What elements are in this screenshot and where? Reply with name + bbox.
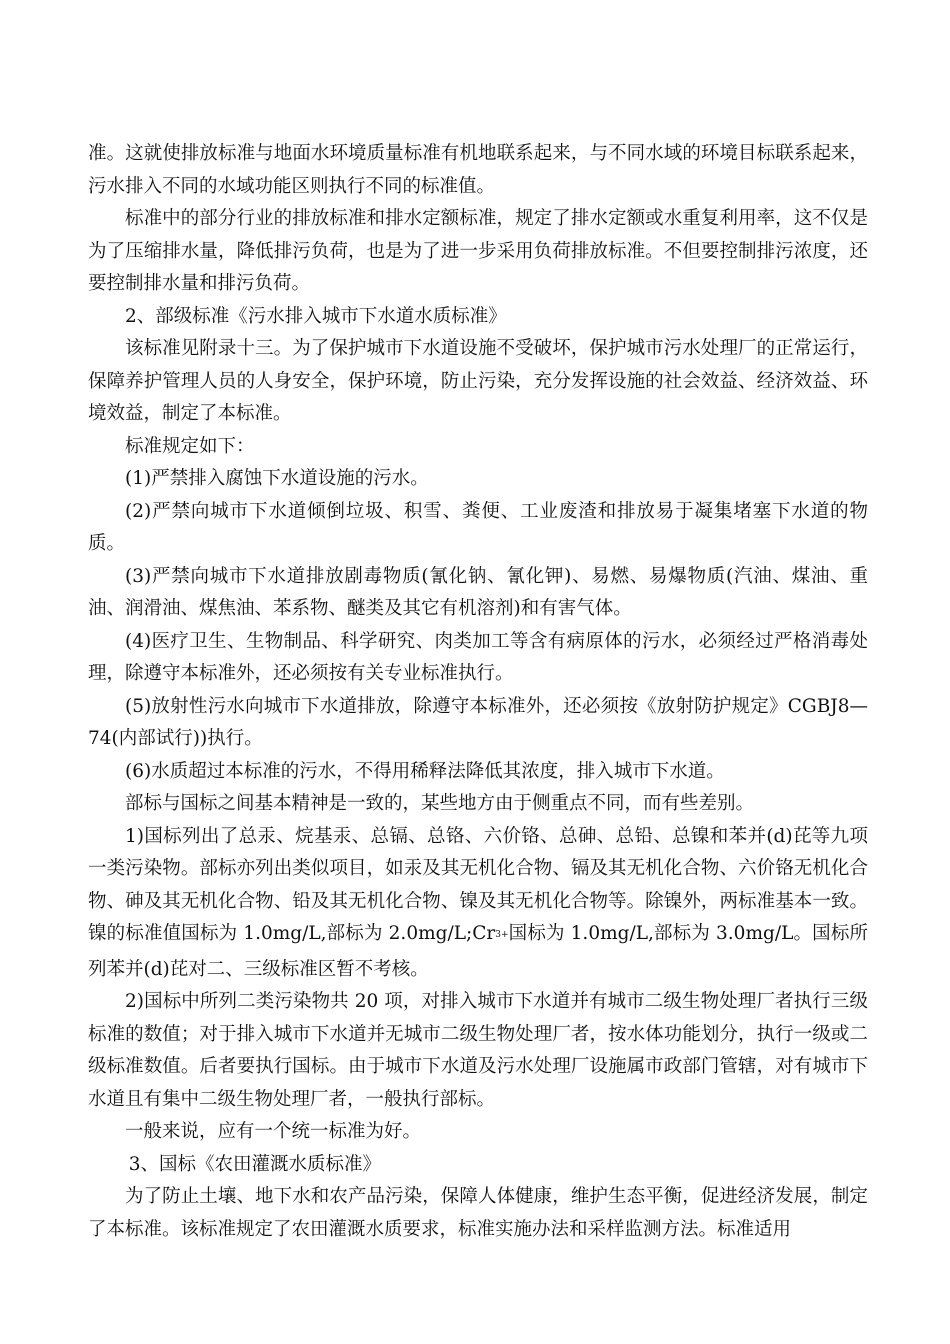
list-item-2: (2)严禁向城市下水道倾倒垃圾、积雪、粪便、工业废渣和排放易于凝集堵塞下水道的物质。 bbox=[88, 500, 868, 554]
list-item-1: (1)严禁排入腐蚀下水道设施的污水。 bbox=[125, 468, 429, 489]
chromium-superscript: 3+ bbox=[495, 930, 509, 940]
paragraph-appendix-13: 该标准见附录十三。为了保护城市下水道设施不受破坏，保护城市污水处理厂的正常运行，保障养护管理人员的人身安全，保护环境，防止污染，充分发挥设施的社会效益、经济效益、环境效益，制定了本标准。 bbox=[88, 338, 868, 424]
document-body bbox=[88, 138, 868, 1246]
paragraph-point-1 bbox=[88, 821, 868, 987]
section-heading-ministry-standard: 2、部级标准《污水排入城市下水道水质标准》 bbox=[125, 305, 507, 327]
paragraph-comparison: 部标与国标之间基本精神是一致的，某些地方由于侧重点不同，而有些差别。 bbox=[125, 793, 755, 814]
list-item-4: (4)医疗卫生、生物制品、科学研究、肉类加工等含有病原体的污水，必须经过严格消毒处理，除遵守本标准外，还必须按有关专业标准执行。 bbox=[88, 630, 868, 684]
list-item-6: (6)水质超过本标准的污水，不得用稀释法降低其浓度，排入城市下水道。 bbox=[125, 760, 725, 782]
paragraph-rules-intro: 标准规定如下： bbox=[125, 435, 255, 457]
section-heading-irrigation-standard: 3、国标《农田灌溉水质标准》 bbox=[128, 1153, 381, 1175]
list-item-5: (5)放射性污水向城市下水道排放，除遵守本标准外，还必须按《放射防护规定》CGBJ8—74(内部试行))执行。 bbox=[88, 695, 868, 749]
point-1-text-a: 1)国标列出了总汞、烷基汞、总镉、总铬、六价铬、总砷、总铅、总镍和苯并(d)芘等九项一类污染物。部标亦列出类似项目，如汞及其无机化合物、镉及其无机化合物、六价铬无机化合物、砷及其无机化合物、铅及其无机化合物、镍及其无机化合物等。除镍外，两标准基本一致。镍的标准值国标为 1.0mg/L,部标为 2.0mg/L;Cr bbox=[88, 825, 868, 944]
paragraph-point-2: 2)国标中所列二类污染物共 20 项，对排入城市下水道并有城市二级生物处理厂者执行三级标准的数值；对于排入城市下水道并无城市二级生物处理厂者，按水体功能划分，执行一级或二级标准数值。后者要执行国标。由于城市下水道及污水处理厂设施属市政部门管辖，对有城市下水道且有集中二级生物处理厂者，一般执行部标。 bbox=[88, 991, 868, 1110]
point-1-text-b: 国标为 1.0mg/L,部标为 3.0mg/L。国标所列苯并(d)芘对二、三级标准区暂不考核。 bbox=[88, 923, 868, 980]
paragraph-continuation: 准。这就使排放标准与地面水环境质量标准有机地联系起来，与不同水域的环境目标联系起来，污水排入不同的水域功能区则执行不同的标准值。 bbox=[88, 143, 868, 197]
paragraph-unified-standard: 一般来说，应有一个统一标准为好。 bbox=[125, 1121, 422, 1142]
list-item-3: (3)严禁向城市下水道排放剧毒物质(氰化钠、氰化钾)、易燃、易爆物质(汽油、煤油、重油、润滑油、煤焦油、苯系物、醚类及其它有机溶剂)和有害气体。 bbox=[88, 565, 868, 619]
paragraph-industry-standards: 标准中的部分行业的排放标准和排水定额标准，规定了排水定额或水重复利用率，这不仅是为了压缩排水量，降低排污负荷，也是为了进一步采用负荷排放标准。不但要控制排污浓度，还要控制排水量和排污负荷。 bbox=[88, 208, 868, 294]
paragraph-irrigation: 为了防止土壤、地下水和农产品污染，保障人体健康，维护生态平衡，促进经济发展，制定了本标准。该标准规定了农田灌溉水质要求，标准实施办法和采样监测方法。标准适用 bbox=[88, 1186, 868, 1240]
